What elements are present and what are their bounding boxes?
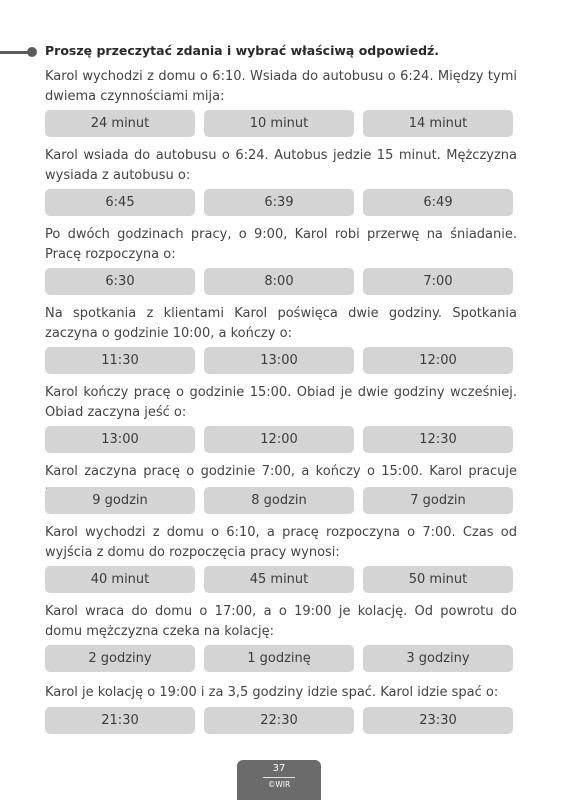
instruction-text: Proszę przeczytać zdania i wybrać właściwą odpowiedź.: [45, 43, 440, 58]
exercise-3-options: [45, 268, 513, 295]
exercise-2-question: Karol wsiada do autobusu o 6:24. Autobus jedzie 15 minut. Mężczyzna wysiada z autobusu o:: [45, 148, 517, 183]
exercise-4-question: Na spotkania z klientami Karol poświęca dwie godziny. Spotkania zaczyna o godzinie 10:00, a kończy o:: [45, 306, 517, 341]
exercise-4-option-c[interactable]: 12:00: [363, 347, 513, 374]
exercise-5-options: [45, 426, 513, 453]
exercise-9-question: Karol je kolację o 19:00 i za 3,5 godziny idzie spać. Karol idzie spać o:: [45, 685, 499, 700]
exercise-2-options: [45, 189, 513, 216]
exercise-7-question: Karol wychodzi z domu o 6:10, a pracę rozpoczyna o 7:00. Czas od wyjścia z domu do rozpoczęcia pracy wynosi:: [45, 525, 517, 560]
exercise-5-question: Karol kończy pracę o godzinie 15:00. Obiad je dwie godziny wcześniej. Obiad zaczyna jeść o:: [45, 385, 517, 420]
exercise-6-options: [45, 487, 513, 514]
exercise-7-option-c[interactable]: 50 minut: [363, 566, 513, 593]
copyright-text: ©WIR: [267, 780, 291, 789]
exercise-1-option-a[interactable]: 24 minut: [45, 110, 195, 137]
exercise-2-option-c[interactable]: 6:49: [363, 189, 513, 216]
exercise-5-option-a[interactable]: 13:00: [45, 426, 195, 453]
exercise-3-option-a[interactable]: 6:30: [45, 268, 195, 295]
exercise-1-question: Karol wychodzi z domu o 6:10. Wsiada do autobusu o 6:24. Między tymi dwiema czynnościami mija:: [45, 69, 517, 104]
exercise-8-question: Karol wraca do domu o 17:00, a o 19:00 je kolację. Od powrotu do domu mężczyzna czeka na kolację:: [45, 604, 517, 639]
exercise-5-option-c[interactable]: 12:30: [363, 426, 513, 453]
page-footer-tab: [237, 760, 321, 800]
exercise-9-option-c[interactable]: 23:30: [363, 707, 513, 734]
instruction-bullet-dot: [27, 47, 37, 57]
exercise-8-options: [45, 645, 513, 672]
exercise-1-option-b[interactable]: 10 minut: [204, 110, 354, 137]
exercise-8-option-b[interactable]: 1 godzinę: [204, 645, 354, 672]
exercise-9-option-b[interactable]: 22:30: [204, 707, 354, 734]
exercise-2-option-a[interactable]: 6:45: [45, 189, 195, 216]
exercise-6-option-b[interactable]: 8 godzin: [204, 487, 354, 514]
exercise-6-option-a[interactable]: 9 godzin: [45, 487, 195, 514]
exercise-6-option-c[interactable]: 7 godzin: [363, 487, 513, 514]
page-number: 37: [272, 763, 286, 774]
exercise-8-option-a[interactable]: 2 godziny: [45, 645, 195, 672]
exercise-7-option-b[interactable]: 45 minut: [204, 566, 354, 593]
exercise-3-option-c[interactable]: 7:00: [363, 268, 513, 295]
exercise-6-question: Karol zaczyna pracę o godzinie 7:00, a kończy o 15:00. Karol pracuje: [45, 464, 517, 479]
exercise-1-option-c[interactable]: 14 minut: [363, 110, 513, 137]
exercise-5-option-b[interactable]: 12:00: [204, 426, 354, 453]
exercise-9-options: [45, 707, 513, 734]
exercise-4-options: [45, 347, 513, 374]
footer-divider: [263, 777, 295, 778]
exercise-9-option-a[interactable]: 21:30: [45, 707, 195, 734]
exercise-4-option-a[interactable]: 11:30: [45, 347, 195, 374]
exercise-4-option-b[interactable]: 13:00: [204, 347, 354, 374]
exercise-2-option-b[interactable]: 6:39: [204, 189, 354, 216]
exercise-1-options: [45, 110, 513, 137]
exercise-8-option-c[interactable]: 3 godziny: [363, 645, 513, 672]
exercise-3-question: Po dwóch godzinach pracy, o 9:00, Karol robi przerwę na śniadanie. Pracę rozpoczyna o:: [45, 227, 517, 262]
exercise-3-option-b[interactable]: 8:00: [204, 268, 354, 295]
exercise-7-option-a[interactable]: 40 minut: [45, 566, 195, 593]
exercise-7-options: [45, 566, 513, 593]
